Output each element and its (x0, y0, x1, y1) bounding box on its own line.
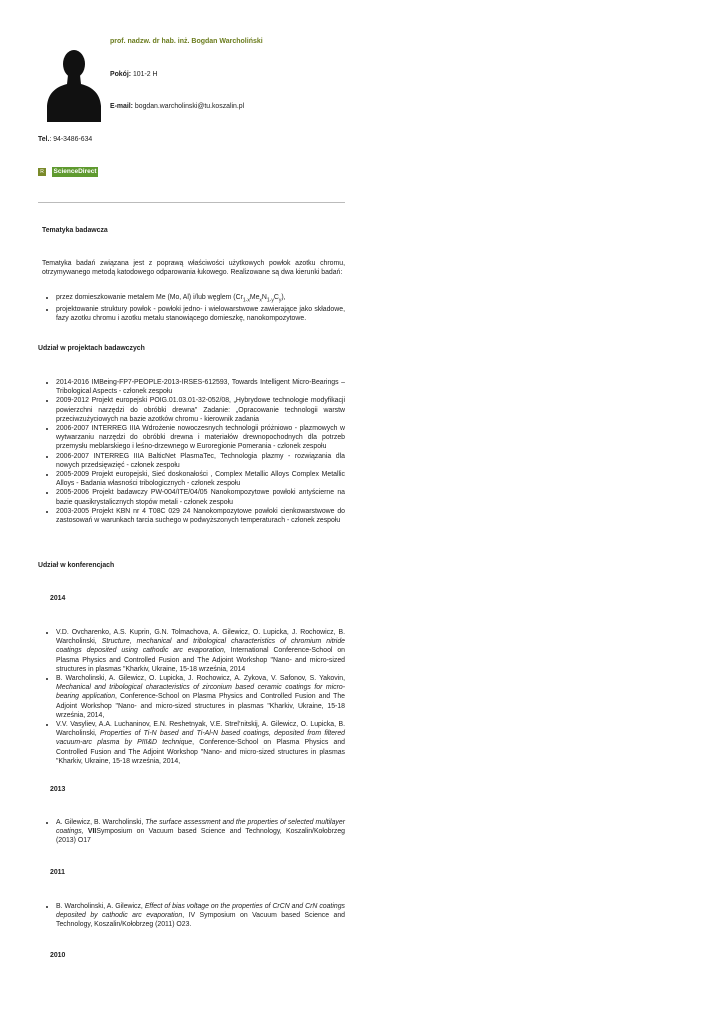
research-paragraph: Tematyka badań związana jest z poprawą właściwości użytkowych powłok azotku chromu, otrzymywanego metodą katodowego odparowania łukowego. Realizowane są dwa kierunki badań: (42, 260, 345, 276)
year-heading-2011: 2011 (50, 869, 65, 876)
phone-label: Tel. (38, 136, 50, 143)
list-item: • 2005-2006 Projekt badawczy PW-004/ITE/04/05 Nanokompozytowe powłoki antyścierne na bazie quasikrystalicznych stopów metali - członek zespołu (56, 488, 345, 506)
list-item: • 2006-2007 INTERREG IIIA BalticNet PlasmaTec, Technologia plazmy - rozwiązania dla nowych przedsięwzięć - członek zespołu (56, 452, 345, 470)
conference-list-2014 (42, 628, 345, 766)
conferences-heading: Udział w konferencjach (38, 562, 115, 569)
rss-icon[interactable]: R (38, 168, 46, 176)
research-list (42, 293, 345, 323)
year-heading-2010: 2010 (50, 952, 66, 959)
list-item: • A. Gilewicz, B. Warcholinski, The surface assessment and the properties of selected multilayer coatings, VIISymposium on Vacuum based Science and Technology, Koszalin/Kołobrzeg (2013) O17 (56, 818, 345, 846)
year-heading-2013: 2013 (50, 786, 66, 793)
room-value: 101-2 H (131, 71, 158, 78)
projects-list (42, 378, 345, 525)
room-label: Pokój: (110, 71, 132, 78)
list-item: • przez domieszkowanie metalem Me (Mo, Al) i/lub węglem $(Cr_{1-x}Me_xN_{1-y}C_y)$, (56, 293, 345, 305)
email-label: E-mail: (110, 103, 133, 110)
phone-value: : 94-3486-634 (49, 136, 93, 143)
room-info (110, 71, 158, 78)
conference-list-2013 (42, 818, 345, 846)
sciencedirect-link[interactable]: ScienceDirect (53, 168, 97, 175)
phone-info (38, 136, 92, 143)
research-heading: Tematyka badawcza (42, 227, 108, 234)
list-item: • 2009-2012 Projekt europejski POIG.01.03.01-32-052/08, „Hybrydowe technologie modyfikacji powierzchni narzędzi do obróbki drewna" Zadanie: „Opracowanie technologii warstw przeciwzużyciowych na bazie azotków chromu - kierownik zadania (56, 396, 345, 424)
divider (38, 202, 345, 203)
person-silhouette-icon (46, 44, 102, 122)
year-heading-2014: 2014 (50, 595, 66, 602)
list-item: • V.D. Ovcharenko, A.S. Kuprin, G.N. Tolmachova, A. Gilewicz, O. Lupicka, J. Rochowicz, B. Warcholinski, Structure, mechanical and tribological characteristics of chromium nitride coatings deposited using cathodic arc evaporation, International Conference-School on Plasma Physics and Controlled Fusion and The Adjoint Workshop "Nano- and micro-sized structures in plasmas "Kharkiv, Ukraine, 15-18 września, 2014 (56, 628, 345, 674)
list-item: • V.V. Vasyliev, A.A. Luchaninov, E.N. Reshetnyak, V.E. Strel’nitskij, A. Gilewicz, O. Lupicka, B. Warcholinski, Properties of Ti-N based and Ti-Al-N based coatings, deposited from filtered vacuum-arc plasma by PIII&D technique, Conference-School on Plasma Physics and Controlled Fusion and The Adjoint Workshop "Nano- and micro-sized structures in plasmas "Kharkiv, Ukraine, 15-18 września, 2014, (56, 720, 345, 766)
list-item: • 2005-2009 Projekt europejski, Sieć doskonałości , Complex Metallic Alloys Complex Metallic Alloys - Badania własności tribologicznych - członek zespołu (56, 470, 345, 488)
list-item: • 2003-2005 Projekt KBN nr 4 T08C 029 24 Nanokompozytowe powłoki cienkowarstwowe do zastosowań w warunkach tarcia suchego w podwyższonych temperaturach - członek zespołu (56, 507, 345, 525)
person-name: prof. nadzw. dr hab. inż. Bogdan Warcholiński (110, 38, 263, 45)
list-item: • B. Warcholinski, A. Gilewicz, O. Lupicka, J. Rochowicz, A. Zykova, V. Safonov, S. Yakovin, Mechanical and tribological characteristics of zirconium based ceramic coatings for micro-bearing application, Conference-School on Plasma Physics and Controlled Fusion and The Adjoint Workshop "Nano- and micro-sized structures in plasmas "Kharkiv, Ukraine, 15-18 września, 2014, (56, 674, 345, 720)
conference-list-2011 (42, 902, 345, 930)
list-item: • projektowanie struktury powłok - powłoki jedno- i wielowarstwowe zawierające jako składowe, fazy azotku chromu i azotku metalu stanowiącego domieszkę, nanokompozytowe. (56, 305, 345, 323)
list-item: • 2014-2016 IMBeing-FP7-PEOPLE-2013-IRSES-612593, Towards Intelligent Micro-Bearings – Tribological Aspects - członek zespołu (56, 378, 345, 396)
projects-heading: Udział w projektach badawczych (38, 345, 145, 352)
list-item: • B. Warcholinski, A. Gilewicz, Effect of bias voltage on the properties of CrCN and CrN coatings deposited by cathodic arc evaporation, IV Symposium on Vacuum based Science and Technology, Koszalin/Kołobrzeg (2011) O23. (56, 902, 345, 930)
email-link[interactable]: bogdan.warcholinski@tu.koszalin.pl (132, 103, 245, 110)
email-info (110, 103, 244, 110)
list-item: • 2006-2007 INTERREG IIIA Wdrożenie nowoczesnych technologii próżniowo - plazmowych w wytwarzaniu narzędzi do obróbki drewna i materiałów drewnopochodnych dla potrzeb przemysłu meblarskiego i leśno-drzewnego w Euroregionie Pomerania - członek zespołu (56, 424, 345, 452)
